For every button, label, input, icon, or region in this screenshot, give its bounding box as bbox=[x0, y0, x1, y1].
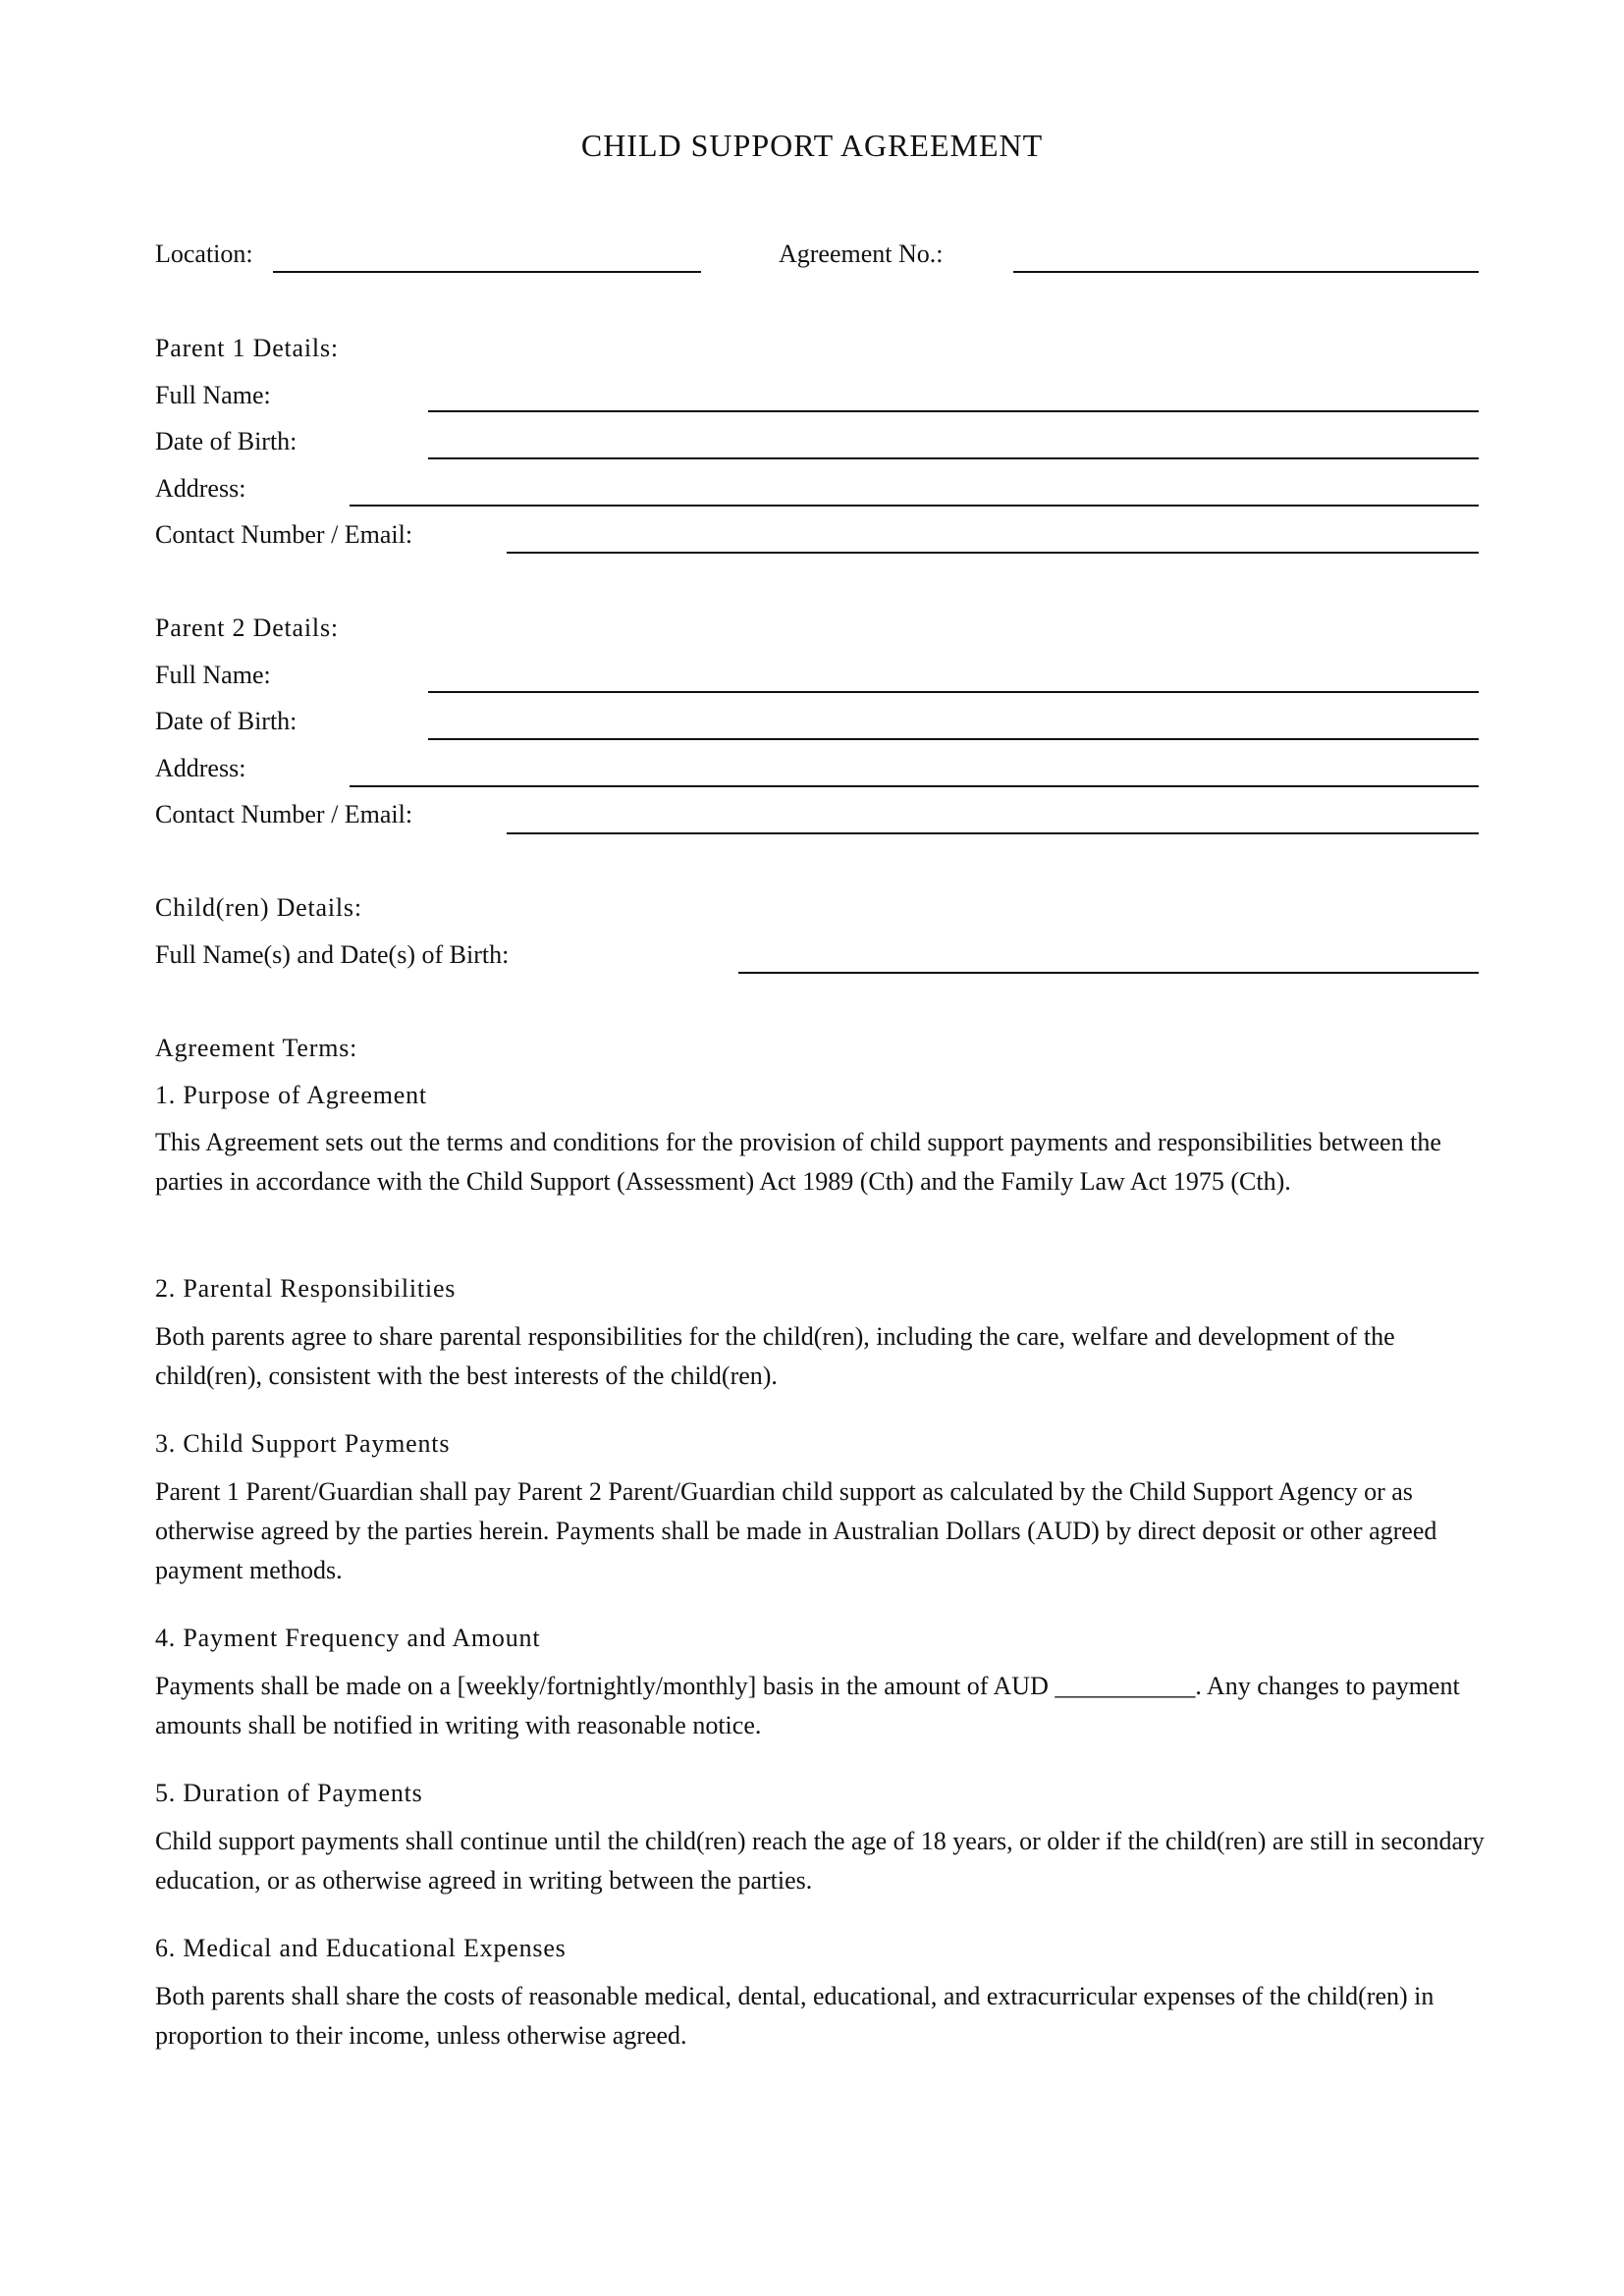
section-body: Parent 1 Parent/Guardian shall pay Parent 2 Parent/Guardian child support as calculated by the Child Support Agency or as otherwise agreed by the parties herein. Payments shall be made in Australian Dollars (AUD) by direct deposit or other agreed payment methods. bbox=[155, 1477, 1437, 1584]
terms-heading: Agreement Terms: bbox=[155, 1034, 358, 1062]
parent2-heading: Parent 2 Details: bbox=[155, 614, 339, 642]
parent2-dob-field[interactable] bbox=[428, 738, 1479, 740]
location-field[interactable] bbox=[273, 271, 701, 273]
parent1-heading: Parent 1 Details: bbox=[155, 334, 339, 362]
document-title: CHILD SUPPORT AGREEMENT bbox=[580, 128, 1044, 163]
parent2-address-field[interactable] bbox=[350, 785, 1479, 787]
section-body: Child support payments shall continue until the child(ren) reach the age of 18 years, or older if the child(ren) are still in secondary education, or as otherwise agreed in writing between the parties. bbox=[155, 1827, 1485, 1895]
children-heading: Child(ren) Details: bbox=[155, 893, 362, 922]
section-body: Both parents shall share the costs of reasonable medical, dental, educational, and extracurricular expenses of the child(ren) in proportion to their income, unless otherwise agreed. bbox=[155, 1982, 1435, 2050]
parent1-address-field[interactable] bbox=[350, 505, 1479, 507]
parent2-full-name-field[interactable] bbox=[428, 691, 1479, 693]
location-label: Location: bbox=[155, 240, 253, 268]
section-title: 1. Purpose of Agreement bbox=[155, 1081, 427, 1109]
parent1-address-label: Address: bbox=[155, 474, 246, 503]
section-body: Payments shall be made on a [weekly/fortnightly/monthly] basis in the amount of AUD ___________. Any changes to payment amounts shall be notified in writing with reasonable notice. bbox=[155, 1672, 1460, 1739]
parent2-contact-field[interactable] bbox=[507, 832, 1479, 834]
children-names-field[interactable] bbox=[738, 972, 1479, 974]
agreement-no-label: Agreement No.: bbox=[779, 240, 944, 268]
section-title: 3. Child Support Payments bbox=[155, 1429, 451, 1458]
parent2-full-name-label: Full Name: bbox=[155, 661, 271, 689]
section-title: 6. Medical and Educational Expenses bbox=[155, 1934, 567, 1962]
section-title: 2. Parental Responsibilities bbox=[155, 1274, 457, 1303]
section-body: Both parents agree to share parental responsibilities for the child(ren), including the care, welfare and development of the child(ren), consistent with the best interests of the child(ren). bbox=[155, 1322, 1395, 1390]
agreement-no-field[interactable] bbox=[1013, 271, 1479, 273]
parent2-dob-label: Date of Birth: bbox=[155, 707, 298, 735]
parent1-contact-field[interactable] bbox=[507, 552, 1479, 554]
parent2-contact-label: Contact Number / Email: bbox=[155, 800, 413, 828]
parent1-full-name-field[interactable] bbox=[428, 410, 1479, 412]
parent1-contact-label: Contact Number / Email: bbox=[155, 520, 413, 549]
section-title: 4. Payment Frequency and Amount bbox=[155, 1624, 541, 1652]
parent1-full-name-label: Full Name: bbox=[155, 381, 271, 409]
section-body: This Agreement sets out the terms and conditions for the provision of child support payments and responsibilities between the parties in accordance with the Child Support (Assessment) Act 1989 (Cth) and the Family Law Act 1975 (Cth). bbox=[155, 1128, 1441, 1196]
children-names-label: Full Name(s) and Date(s) of Birth: bbox=[155, 940, 510, 969]
parent2-address-label: Address: bbox=[155, 754, 246, 782]
section-title: 5. Duration of Payments bbox=[155, 1779, 423, 1807]
parent1-dob-label: Date of Birth: bbox=[155, 427, 298, 455]
parent1-dob-field[interactable] bbox=[428, 457, 1479, 459]
